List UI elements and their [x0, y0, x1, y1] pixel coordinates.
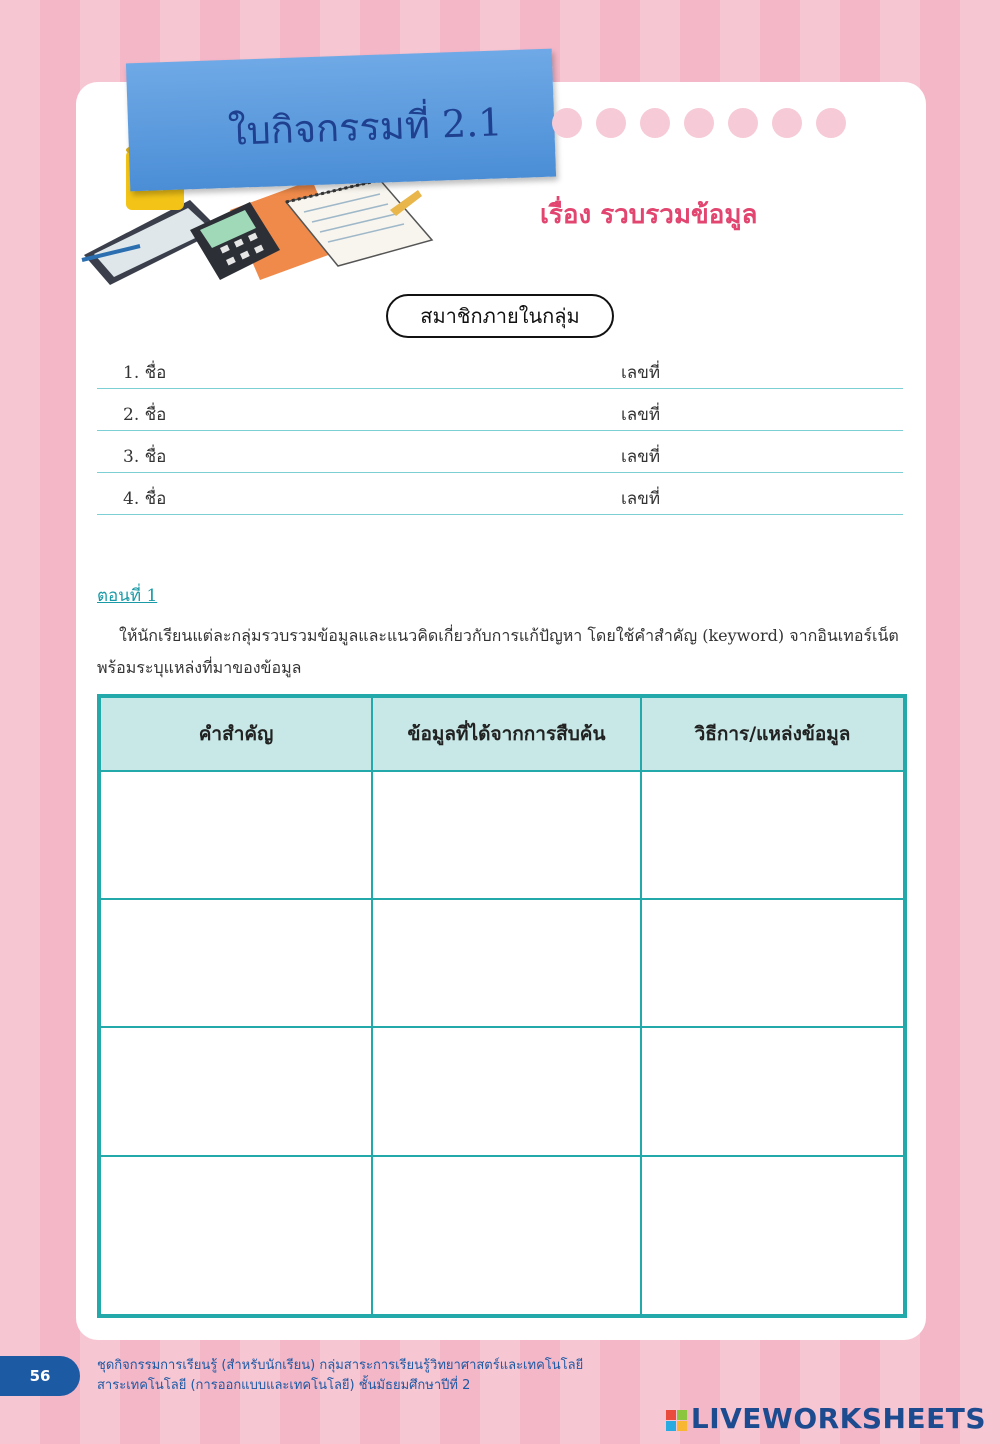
member-name-label: 3. ชื่อ	[123, 447, 167, 467]
answer-cell[interactable]	[99, 1156, 372, 1316]
answer-cell[interactable]	[99, 1027, 372, 1155]
member-number-label: เลขที่	[621, 447, 661, 467]
decorative-dots	[552, 108, 846, 138]
answer-cell[interactable]	[99, 899, 372, 1027]
member-row[interactable]	[97, 348, 903, 389]
member-row[interactable]	[97, 432, 903, 473]
answer-cell[interactable]	[372, 899, 641, 1027]
watermark-text: LIVEWORKSHEETS	[690, 1402, 986, 1435]
footer-line-2: สาระเทคโนโลยี (การออกแบบและเทคโนโลยี) ชั้นมัธยมศึกษาปีที่ 2	[97, 1378, 471, 1393]
worksheet-title: ใบกิจกรรมที่ 2.1	[227, 100, 504, 154]
member-row[interactable]	[97, 474, 903, 515]
answer-cell[interactable]	[372, 1027, 641, 1155]
answer-cell[interactable]	[641, 899, 905, 1027]
answer-cell[interactable]	[641, 1027, 905, 1155]
member-name-label: 4. ชื่อ	[123, 489, 167, 509]
part-title: ตอนที่ 1	[97, 586, 158, 606]
member-number-label: เลขที่	[621, 405, 661, 425]
member-number-label: เลขที่	[621, 363, 661, 383]
answer-cell[interactable]	[641, 771, 905, 899]
liveworksheets-watermark	[666, 1402, 986, 1435]
answer-cell[interactable]	[641, 1156, 905, 1316]
member-name-label: 1. ชื่อ	[123, 363, 167, 383]
members-heading: สมาชิกภายในกลุ่ม	[386, 294, 614, 338]
search-results-table	[97, 694, 907, 1318]
footer-line-1: ชุดกิจกรรมการเรียนรู้ (สำหรับนักเรียน) กลุ่มสาระการเรียนรู้วิทยาศาสตร์และเทคโนโลยี	[97, 1358, 584, 1373]
header-keyword: คำสำคัญ	[99, 696, 372, 771]
header-search-result: ข้อมูลที่ได้จากการสืบค้น	[372, 696, 641, 771]
liveworksheets-logo-icon	[666, 1410, 687, 1431]
table-row	[99, 899, 905, 1027]
answer-cell[interactable]	[372, 771, 641, 899]
table-row	[99, 771, 905, 899]
header-source: วิธีการ/แหล่งข้อมูล	[641, 696, 905, 771]
table-row	[99, 1156, 905, 1316]
answer-cell[interactable]	[99, 771, 372, 899]
worksheet-subtitle: เรื่อง รวบรวมข้อมูล	[540, 200, 758, 230]
page-number: 56	[0, 1356, 80, 1396]
table-row	[99, 1027, 905, 1155]
answer-cell[interactable]	[372, 1156, 641, 1316]
instruction-text: ให้นักเรียนแต่ละกลุ่มรวบรวมข้อมูลและแนวคิดเกี่ยวกับการแก้ปัญหา โดยใช้คำสำคัญ (keyword) จากอินเทอร์เน็ต พร้อมระบุแหล่งที่มาของข้อมูล	[97, 626, 899, 677]
member-name-label: 2. ชื่อ	[123, 405, 167, 425]
footer-text	[97, 1356, 583, 1396]
member-number-label: เลขที่	[621, 489, 661, 509]
member-row[interactable]	[97, 390, 903, 431]
table-header-row	[99, 696, 905, 771]
